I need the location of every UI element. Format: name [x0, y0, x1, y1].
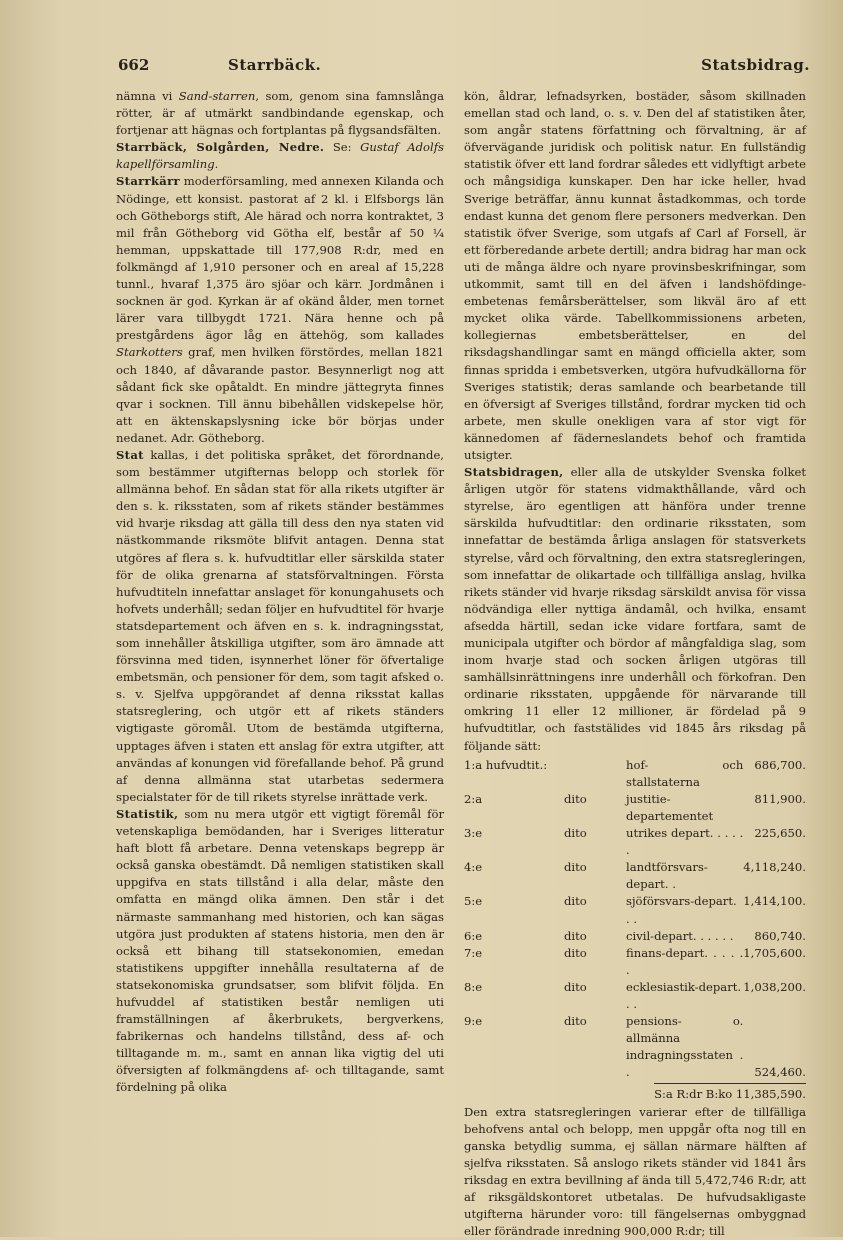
paragraph-extra-statsreglering: Den extra statsregleringen varierar efter de tillfälliga behofvens antal och belopp, men uppgår ofta nog till en ganska betydlig summa, ej sällan närmare hälften af sjelfva riksstaten. Så anslogo rikets ständer vid 1841 års riksdag en extra bevillning af ända till 5,472,746 R:dr, att af riksgäldskontoret utbetalas. De hufvudsakligaste utgifterna härunder voro: till fängelsernas ombyggnad eller förändrade inredning 900,000 R:dr; till: [464, 1104, 806, 1239]
budget-cell-d: sjöförsvars-depart. . .: [626, 894, 737, 926]
entry-starrkarr: Starrkärr moderförsamling, med annexen Kilanda och Nödinge, ett konsist. pastorat af 2 kl. i Elfsborgs län och Götheborgs stift, Ale härad och norra kontraktet, 3 mil från Götheborg vid Götha elf, består af 50 ¼ hemman, uppskattade till 177,908 R:dr, med en folkmängd af 1,910 personer och en areal af 15,228 tunnl., hvaraf 1,375 äro sjöar och kärr. Jordmånen i socknen är god. Kyrkan är af okänd ålder, men tornet lärer vara tillbygdt 1721. Nära henne och på prestgårdens ägor låg en ättehög, som kallades Starkotters graf, men hvilken förstördes, mellan 1821 och 1840, af dåvarande pastor. Besynnerligt nog att sådant fick ske opåtaldt. En mindre jättegryta finnes qvar i socknen. Till ännu bibehållen vidskepelse hör, att en äktenskapslysning icke bör börjas under nedanet. Adr. Götheborg.: [116, 174, 444, 445]
right-running-title: Statsbidrag.: [701, 56, 810, 74]
budget-cell-k: 8:e: [464, 979, 483, 994]
budget-row: [464, 893, 806, 927]
budget-cell-a: [564, 757, 626, 791]
budget-row: [464, 859, 806, 893]
headword: Starrkärr: [116, 174, 180, 189]
left-running-title: Starrbäck.: [228, 56, 322, 74]
budget-cell-a: dito: [564, 791, 587, 806]
budget-row: [464, 791, 806, 825]
budget-cell-v: 1,414,100.: [743, 894, 806, 909]
headword: Starrbäck, Solgården, Nedre.: [116, 140, 325, 155]
budget-cell-d: ecklesiastik-depart. . .: [626, 979, 742, 1011]
budget-cell-v: 4,118,240.: [743, 860, 806, 875]
page-number: 662: [118, 56, 150, 74]
budget-total: S:a R:dr B:ko 11,385,590.: [654, 1087, 806, 1102]
left-column: [116, 88, 444, 1097]
budget-cell-d: landtförsvars-depart. .: [626, 860, 708, 892]
budget-row: [464, 945, 806, 979]
budget-cell-d: finans-depart. . . . . .: [626, 945, 744, 977]
entry-stat: Stat kallas, i det politiska språket, det förordnande, som bestämmer utgifternas belopp och storlek för allmänna behof. En sådan stat för alla rikets utgifter är den s. k. riksstaten, som af rikets ständer bestämmes vid hvarje riksdag att gälla till dess den nya staten vid nästkommande riksmöte blifvit antagen. Denna stat utgöres af flera s. k. hufvudtitlar eller särskilda stater för de olika grenarna af statsförvaltningen. Första hufvudtiteln innefattar anslaget för konungahusets och hofvets underhåll; sedan följer en hufvudtitel för hvarje statsdepartement och äfven en s. k. indragningsstat, som innehåller åtskilliga utgifter, som äro ämnade att försvinna med tiden, isynnerhet löner för öfvertalige embetsmän, och pensioner för dem, som tagit afsked o. s. v. Sjelfva uppgörandet af denna riksstat kallas statsreglering, och utgör ett af rikets ständers vigtigaste göromål. Utom de bestämda utgifterna, upptages äfven i staten ett anslag för extra utgifter, att användas af konungen vid förefallande behof. På grund af denna allmänna stat utarbetas sedermera specialstater för de till rikets styrelse inrättade verk.: [116, 447, 444, 804]
budget-cell-d: justitie-departementet: [626, 791, 714, 823]
budget-cell-k: 1:a hufvudtit.:: [464, 757, 548, 772]
budget-cell-a: dito: [564, 945, 587, 960]
budget-cell-v: 1,705,600.: [743, 945, 806, 960]
budget-cell-k: 4:e: [464, 860, 483, 875]
budget-cell-k: 9:e: [464, 1014, 483, 1029]
budget-cell-d: hof- och stallstaterna: [626, 757, 744, 789]
budget-cell-a: dito: [564, 979, 587, 994]
headword: Stat: [116, 447, 144, 462]
budget-cell-a: dito: [564, 928, 587, 943]
entry-statsbidragen: Statsbidragen, eller alla de utskylder Svenska folket årligen utgör för statens vidmakthållande, vård och styrelse, äro egentligen att hänföra under trenne särskilda hufvudtitlar: den ordinarie riksstaten, som innefattar de bestämda årliga anslagen för statsverkets styrelse, vård och förvaltning, den extra statsregleringen, som innefattar de olikartade och tillfälliga anslag, hvilka rikets ständer vid hvarje riksdag särskildt anvisa för vissa nödvändiga eller nyttiga ändamål, och hvilka, ensamt afsedda härtill, sedan icke vidare fortfara, samt de municipala utgifter och bördor af mångfaldiga slag, som inom hvarje stad och socken årligen utgöras till samhällsinrättningens inre underhåll och förkofran. Den ordinarie riksstaten, uppgående för närvarande till omkring 11 eller 12 millioner, är fördelad på 9 hufvudtitlar, och faststälides vid 1845 års riksdag på följande sätt:: [464, 465, 806, 753]
budget-cell-a: dito: [564, 826, 587, 841]
paragraph-statistik-continued: kön, åldrar, lefnadsyrken, bostäder, såsom skillnaden emellan stad och land, o. s. v. Den del af statistiken åter, som angår statens författning och förvaltning, är af öfvervägande juridisk och politisk natur. En fullständig statistik öfver ett land fordrar således ett vidlyftigt arbete och mångsidiga kunskaper. Den har icke heller, hvad Sverige beträffar, ännu kunnat åstadkommas, och torde endast kunna det genom flere personers medverkan. Den statistik öfver Sverige, som utgafs af Carl af Forsell, är ett förberedande arbete dertill; andra bidrag har man ock uti de många äldre och nyare provinsbeskrifningar, som utkommit, samt till en del äfven i landshöfdinge-embetenas femårsberättelser, som likväl äro af ett mycket olika värde. Tabellkommissionens arbeten, kollegiernas embetsberättelser, en del riksdagshandlingar samt en mängd officiella akter, som finnas spridda i embetsverken, utgöra hufvudkällorna för Sveriges statistik; deras samlande och bearbetande till en öfversigt af Sveriges tillstånd, fordrar mycken tid och arbete, men skulle onekligen vara af stor vigt för kännedomen af fäderneslandets behof och framtida utsigter.: [464, 89, 806, 462]
budget-cell-v: 1,038,200.: [743, 979, 806, 994]
budget-row: [464, 979, 806, 1013]
entry-starrback: Starrbäck, Solgården, Nedre. Se: Gustaf Adolfs kapellförsamling.: [116, 140, 444, 172]
budget-row: [464, 825, 806, 859]
paragraph-sandstarren: nämna vi Sand-starren, som, genom sina famnslånga rötter, är af utmärkt sandbindande egenskap, och fortjenar att hägnas och fortplantas på flygsandsfälten.: [116, 89, 444, 138]
headword: Statistik,: [116, 806, 179, 821]
budget-cell-v: 524,460.: [754, 1065, 806, 1080]
budget-row: [464, 757, 806, 791]
budget-table: [464, 757, 806, 1082]
right-column: [464, 88, 806, 1240]
budget-cell-k: 2:a: [464, 791, 483, 806]
budget-cell-v: 811,900.: [754, 791, 806, 806]
entry-statistik: Statistik, som nu mera utgör ett vigtigt föremål för vetenskapliga bemödanden, har i Sveriges litteratur haft blott få arbetare. Denna vetenskaps begrepp är också ganska obestämdt. Då nemligen statistiken skall uppgifva en stats tillstånd i alla delar, måste den omfatta en mängd olika ämnen. Den står i det närmaste sammanhang med historien, och kan sägas utgöra just produkten af statens historia, men den är också ett bihang till statsekonomien, emedan statistikens uppgifter innehålla resultaterna af de statsekonomiska grundsatser, som blifvit följda. En hufvuddel af statistiken består nemligen uti framställningen af åkerbrukets, bergverkens, fabrikernas och handelns tillstånd, dess af- och tilltagande m. m., samt en annan lika vigtig del uti öfversigten af folkmängdens af- och tilltagande, samt fördelning på olika: [116, 806, 444, 1095]
budget-cell-a: dito: [564, 1014, 587, 1029]
budget-row: [464, 1013, 806, 1081]
budget-cell-k: 6:e: [464, 928, 483, 943]
budget-cell-v: 686,700.: [754, 757, 806, 772]
budget-cell-d: pensions- o. allmänna indragningsstaten . .: [626, 1014, 744, 1080]
budget-cell-a: dito: [564, 860, 587, 875]
budget-cell-a: dito: [564, 894, 587, 909]
budget-cell-k: 7:e: [464, 945, 483, 960]
running-header: [118, 56, 810, 80]
budget-cell-k: 3:e: [464, 826, 483, 841]
budget-cell-d: civil-depart. . . . . .: [626, 928, 734, 943]
sum-rule: [654, 1083, 806, 1084]
budget-cell-v: 225,650.: [754, 826, 806, 841]
budget-cell-v: 860,740.: [754, 928, 806, 943]
budget-cell-d: utrikes depart. . . . . .: [626, 826, 744, 858]
budget-cell-k: 5:e: [464, 894, 483, 909]
budget-row: [464, 928, 806, 945]
headword: Statsbidragen,: [464, 465, 564, 480]
